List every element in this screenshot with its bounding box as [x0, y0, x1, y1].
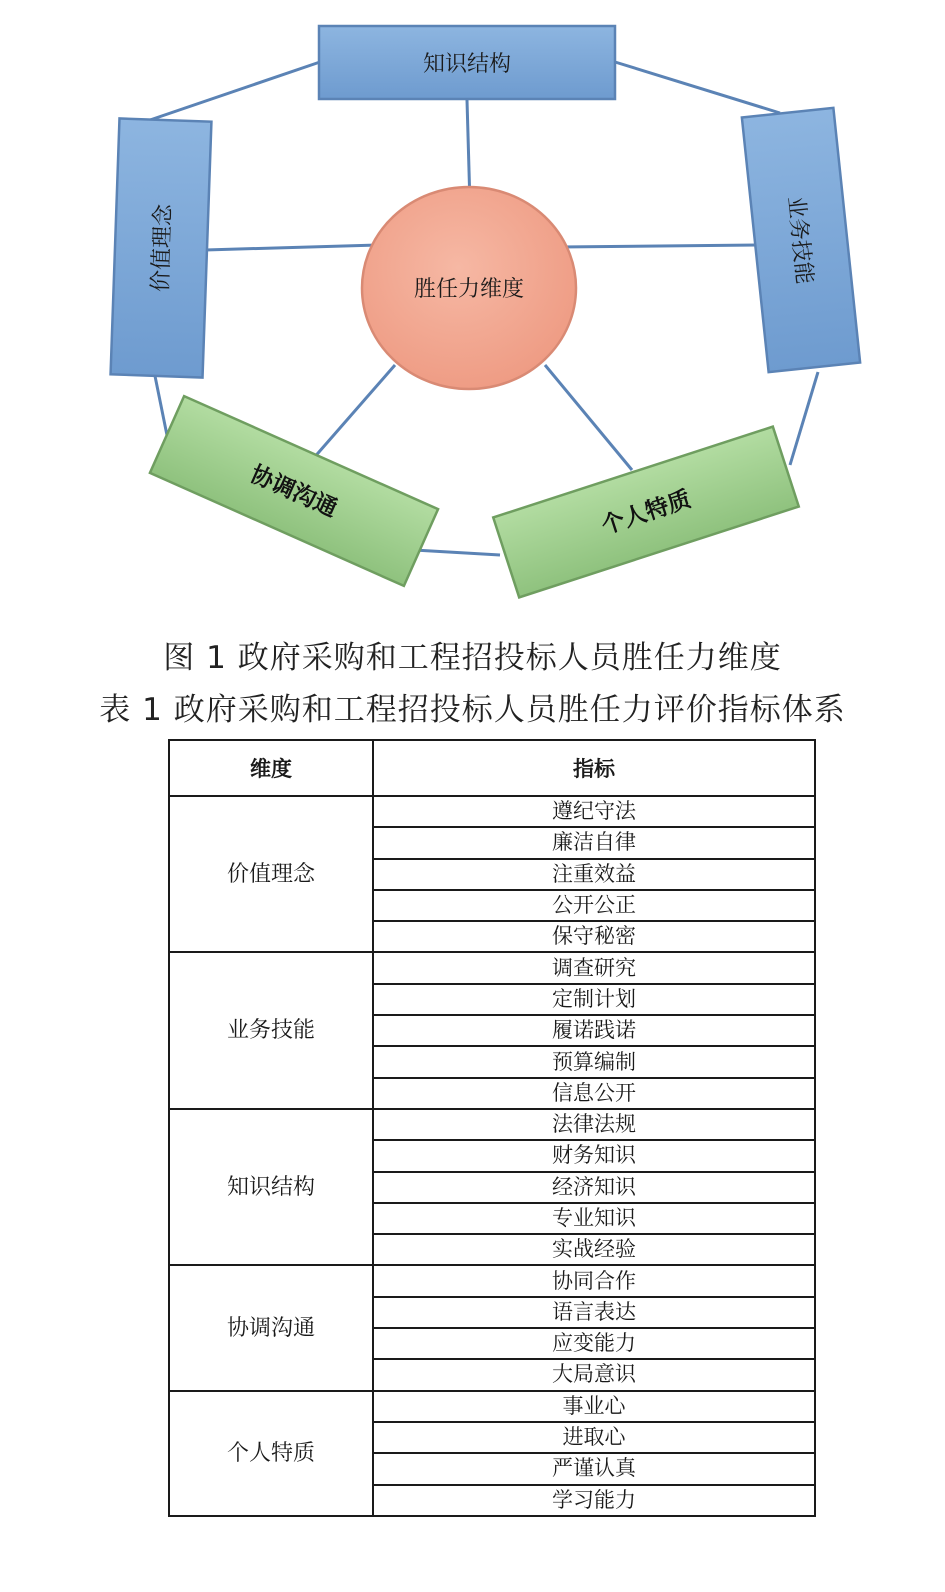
indicator-cell: 经济知识 — [373, 1172, 815, 1203]
indicator-cell: 廉洁自律 — [373, 827, 815, 858]
node-right-label: 业务技能 — [782, 195, 817, 286]
center-label: 胜任力维度 — [413, 277, 525, 302]
indicator-cell: 履诺践诺 — [373, 1015, 815, 1046]
table-row — [169, 1265, 815, 1296]
dimension-cell: 协调沟通 — [169, 1265, 373, 1390]
indicator-cell: 定制计划 — [373, 984, 815, 1015]
indicator-cell: 事业心 — [373, 1391, 815, 1422]
spoke-bottom-right — [545, 365, 632, 470]
table-header-row — [169, 740, 815, 796]
indicator-cell: 注重效益 — [373, 859, 815, 890]
table-row — [169, 1109, 815, 1140]
indicator-cell: 进取心 — [373, 1422, 815, 1453]
indicator-cell: 协同合作 — [373, 1265, 815, 1296]
indicator-cell: 应变能力 — [373, 1328, 815, 1359]
connector-right-bottomright — [790, 372, 818, 465]
table-caption: 表 1 政府采购和工程招投标人员胜任力评价指标体系 — [99, 692, 846, 728]
figure-caption: 图 1 政府采购和工程招投标人员胜任力维度 — [163, 640, 782, 676]
indicator-cell: 专业知识 — [373, 1203, 815, 1234]
node-right — [742, 108, 860, 372]
spoke-left — [205, 245, 378, 250]
indicator-cell: 公开公正 — [373, 890, 815, 921]
node-left-label: 价值理念 — [148, 203, 177, 293]
dimension-cell: 个人特质 — [169, 1391, 373, 1516]
node-bottom-left-label: 协调沟通 — [246, 461, 341, 523]
table-row — [169, 1391, 815, 1422]
table-row — [169, 952, 815, 983]
connector-bottom — [414, 550, 500, 555]
connector-top-left — [150, 62, 320, 120]
spoke-bottom-left — [312, 365, 395, 460]
center-node — [362, 187, 576, 389]
indicator-table — [168, 739, 816, 1517]
dimension-cell: 知识结构 — [169, 1109, 373, 1265]
indicator-cell: 学习能力 — [373, 1485, 815, 1516]
indicator-cell: 法律法规 — [373, 1109, 815, 1140]
indicator-cell: 信息公开 — [373, 1078, 815, 1109]
spoke-right — [560, 245, 758, 247]
node-top — [319, 26, 615, 99]
indicator-cell: 实战经验 — [373, 1234, 815, 1265]
indicator-cell: 保守秘密 — [373, 921, 815, 952]
indicator-cell: 严谨认真 — [373, 1453, 815, 1484]
node-bottom-right — [493, 427, 799, 598]
header-dimension: 维度 — [169, 740, 373, 796]
node-bottom-left — [150, 396, 438, 586]
node-bottom-right-label: 个人特质 — [598, 486, 695, 540]
node-left — [111, 118, 212, 377]
dimension-cell: 业务技能 — [169, 952, 373, 1108]
table-row — [169, 796, 815, 827]
table-body — [169, 796, 815, 1516]
connector-top-right — [615, 62, 780, 113]
indicator-cell: 财务知识 — [373, 1140, 815, 1171]
indicator-cell: 调查研究 — [373, 952, 815, 983]
indicator-cell: 语言表达 — [373, 1297, 815, 1328]
indicator-cell: 大局意识 — [373, 1359, 815, 1390]
header-indicator: 指标 — [373, 740, 815, 796]
indicator-cell: 预算编制 — [373, 1046, 815, 1077]
indicator-cell: 遵纪守法 — [373, 796, 815, 827]
dimension-cell: 价值理念 — [169, 796, 373, 952]
node-top-label: 知识结构 — [422, 52, 512, 77]
competency-diagram — [0, 0, 945, 620]
